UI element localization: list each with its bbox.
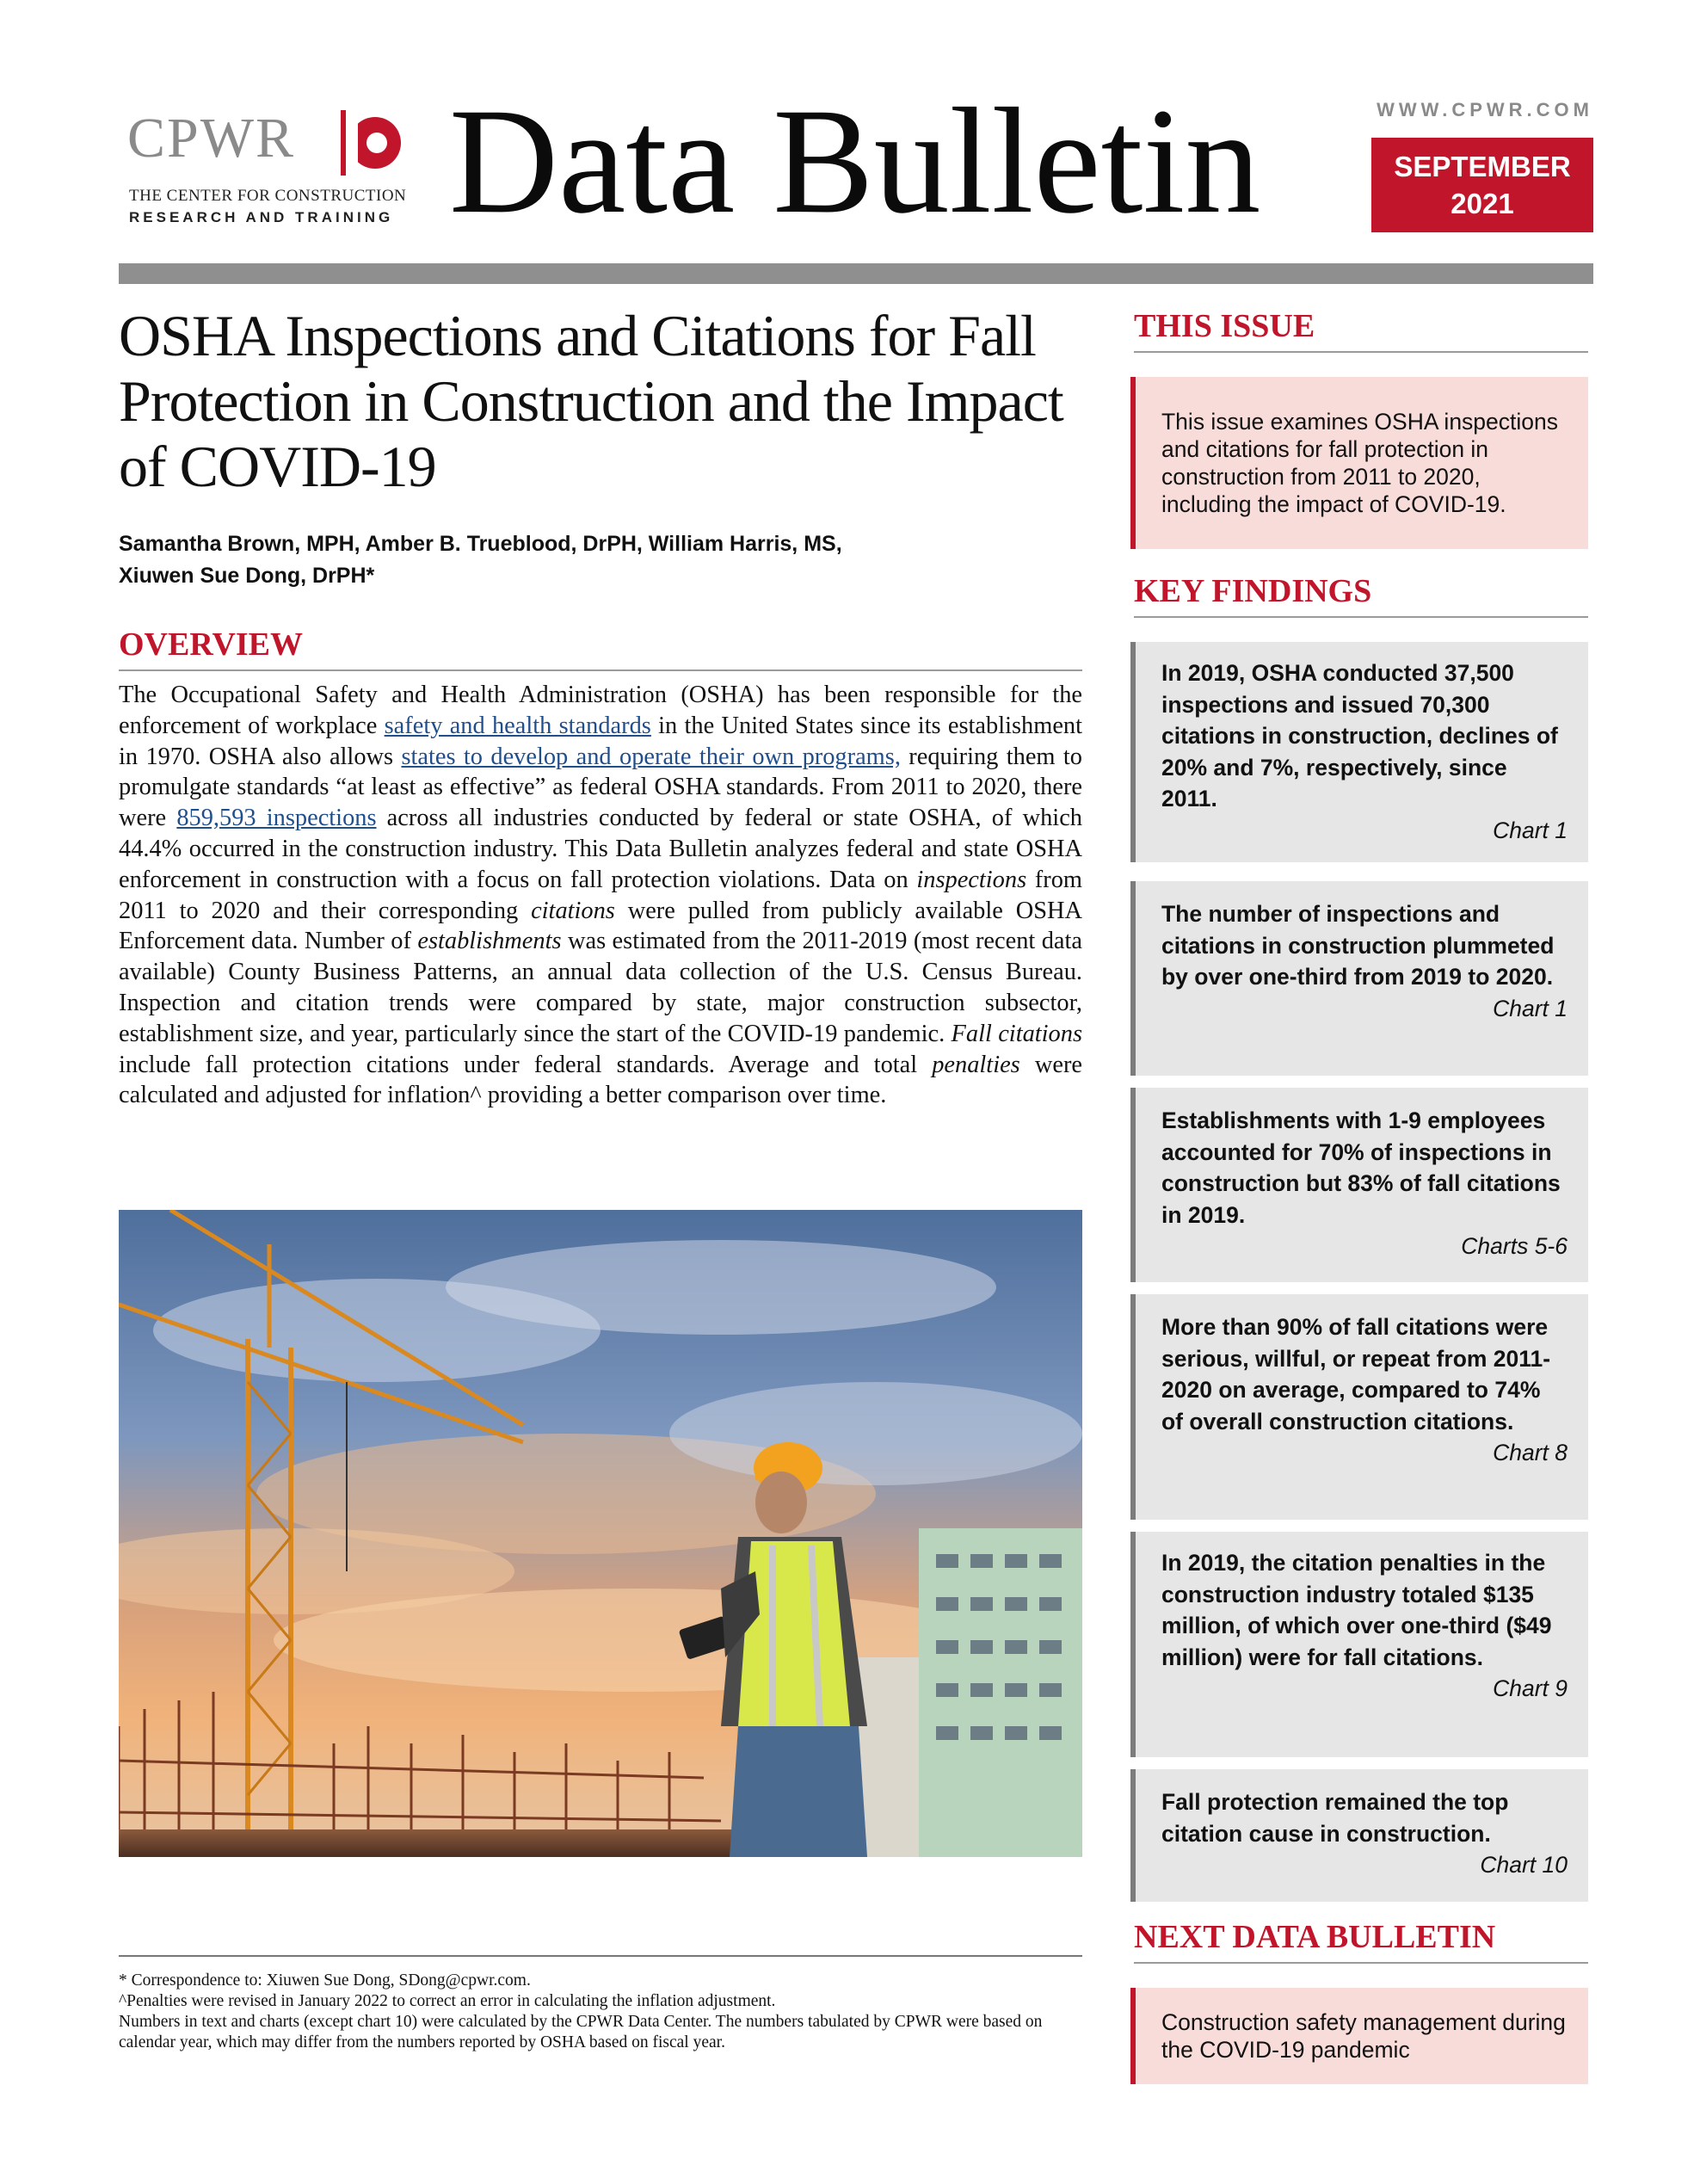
overview-em-fall-citations: Fall citations [951,1020,1082,1047]
logo-wordmark: CPWR [127,107,296,170]
issue-year: 2021 [1451,188,1514,219]
overview-text-3: requiring them to promulgate standards “at least as effective” as federal OSHA standards. From 2011 to 2020, there were [119,743,1082,832]
author-list [119,528,1091,592]
finding-chart-ref: Chart 10 [1480,1852,1568,1878]
finding-text: Establishments with 1-9 employees accounted for 70% of inspections in construction but 83% of fall citations in 2019. [1161,1107,1561,1228]
footnote-correspondence: * Correspondence to: Xiuwen Sue Dong, SDong@cpwr.com. [119,1971,531,1990]
issue-date-badge [1371,138,1593,232]
footnote-penalties: ^Penalties were revised in January 2022 to correct an error in calculating the inflation adjustment. [119,1992,776,2010]
overview-em-citations: citations [531,897,615,924]
cpwr-logo-icon [337,108,406,177]
key-finding-5 [1130,1532,1588,1757]
overview-text-4: across all industries conducted by federal or state OSHA, of which 44.4% occurred in the construction industry. This Data Bulletin analyzes federal and state OSHA enforcement in construction with a focus on fall protection violations. Data on [119,805,1082,893]
finding-text: In 2019, OSHA conducted 37,500 inspections and issued 70,300 citations in construction, declines of 20% and 7%, respectively, since 2011. [1161,660,1558,811]
state-programs-link[interactable]: states to develop and operate their own programs, [401,743,901,770]
finding-text: In 2019, the citation penalties in the construction industry totaled $135 million, of which over one-third ($49 million) were for fall citations. [1161,1550,1552,1670]
this-issue-text: This issue examines OSHA inspections and citations for fall protection in construction from 2011 to 2020, including the impact of COVID-19. [1161,409,1559,517]
overview-divider [119,669,1082,671]
inspections-link[interactable]: 859,593 inspections [176,805,377,832]
finding-chart-ref: Chart 9 [1493,1675,1568,1701]
issue-month: SEPTEMBER [1394,151,1571,182]
overview-paragraph [119,680,1082,1111]
next-bulletin-heading: NEXT DATA BULLETIN [1134,1919,1496,1955]
finding-chart-ref: Charts 5-6 [1461,1233,1568,1259]
key-finding-6 [1130,1769,1588,1902]
key-finding-2 [1130,881,1588,1076]
logo-tagline-2: RESEARCH AND TRAINING [129,209,394,225]
overview-text-8: include fall protection citations under federal standards. Average and total [119,1051,933,1078]
logo-tagline-1: THE CENTER FOR CONSTRUCTION [129,187,407,205]
finding-text: Fall protection remained the top citation cause in construction. [1161,1789,1509,1847]
article-title: OSHA Inspections and Citations for Fall Protection in Construction and the Impact of COVID-19 [119,303,1063,499]
overview-text-7: was estimated from the 2011-2019 (most recent data available) County Business Patterns, an annual data collection of the U.S. Census Bureau. Inspection and citation trends were compared by state, major construction subsector, establishment size, and year, particularly since the start of the COVID-19 pandemic. [119,928,1082,1047]
finding-text: More than 90% of fall citations were serious, willful, or repeat from 2011-2020 on average, compared to 74% of overall construction citations. [1161,1314,1551,1434]
masthead-title: Data Bulletin [449,77,1261,245]
finding-chart-ref: Chart 1 [1493,995,1568,1021]
website-link[interactable]: WWW.CPWR.COM [1377,99,1593,120]
this-issue-box [1130,377,1588,549]
finding-text: The number of inspections and citations in construction plummeted by over one-third from 2019 to 2020. [1161,901,1555,990]
next-bulletin-text: Construction safety management during the COVID-19 pandemic [1161,2009,1566,2063]
footnote-divider [119,1955,1082,1957]
authors-line-2: Xiuwen Sue Dong, DrPH* [119,564,375,588]
overview-text-6: were pulled from publicly available OSHA Enforcement data. Number of [119,897,1082,955]
overview-em-inspections: inspections [916,866,1027,893]
finding-chart-ref: Chart 8 [1493,1440,1568,1465]
key-finding-3 [1130,1088,1588,1282]
finding-chart-ref: Chart 1 [1493,817,1568,843]
key-findings-heading: KEY FINDINGS [1134,573,1372,609]
key-finding-1 [1130,642,1588,862]
construction-site-photo [119,1210,1082,1857]
overview-em-establishments: establishments [417,928,562,955]
overview-em-penalties: penalties [932,1051,1020,1078]
overview-text-9: were calculated and adjusted for inflation^ providing a better comparison over time. [119,1051,1082,1109]
overview-text-5: from 2011 to 2020 and their corresponding [119,866,1082,924]
footnote-numbers: Numbers in text and charts (except chart 10) were calculated by the CPWR Data Center. The numbers tabulated by CPWR were based on calendar year, which may differ from the numbers reported by OSHA based on fiscal year. [119,2013,1043,2051]
next-bulletin-divider [1134,1962,1588,1964]
authors-line-1: Samantha Brown, MPH, Amber B. Trueblood, DrPH, William Harris, MS, [119,532,842,556]
safety-standards-link[interactable]: safety and health standards [384,712,651,739]
this-issue-heading: THIS ISSUE [1134,308,1315,344]
next-bulletin-box [1130,1988,1588,2084]
overview-heading: OVERVIEW [119,626,304,663]
header-divider [119,263,1593,284]
overview-text-2: in the United States since its establishment in 1970. OSHA also allows [119,712,1083,770]
key-finding-4 [1130,1294,1588,1520]
footnotes [119,1971,1091,2053]
overview-text-1: The Occupational Safety and Health Administration (OSHA) has been responsible for the enforcement of workplace [119,682,1082,739]
key-findings-divider [1134,616,1588,618]
this-issue-divider [1134,351,1588,353]
